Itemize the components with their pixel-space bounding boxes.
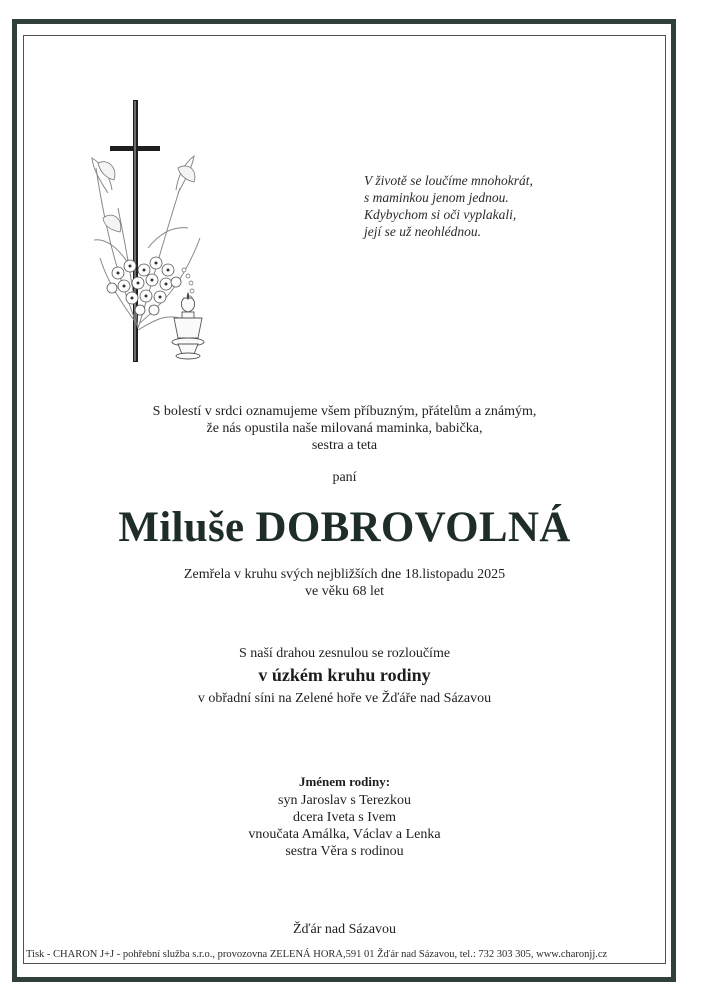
- family-member: vnoučata Amálka, Václav a Lenka: [248, 827, 441, 842]
- verse-line: s maminkou jenom jednou.: [364, 190, 509, 205]
- printer-footer: Tisk - CHARON J+J - pohřební služba s.r.o., provozovna ZELENÁ HORA,591 01 Žďár nad Sázavou, tel.: 732 303 305, www.charonjj.cz: [26, 949, 608, 960]
- farewell-intro: S naší drahou zesnulou se rozloučíme: [238, 646, 451, 661]
- verse-line: její se už neohlédnou.: [364, 224, 481, 239]
- memorial-verse: [364, 172, 604, 240]
- verse-line: Kdybychom si oči vyplakali,: [364, 207, 517, 222]
- family-heading: Jménem rodiny:: [298, 774, 391, 789]
- town: Žďár nad Sázavou: [292, 922, 397, 937]
- family-members: [24, 792, 665, 860]
- family-member: sestra Věra s rodinou: [285, 844, 404, 859]
- death-notice: [24, 566, 665, 600]
- death-line: ve věku 68 let: [305, 584, 384, 599]
- announcement-line: sestra a teta: [311, 438, 378, 453]
- cross-with-lilies-and-candle-icon: [88, 98, 220, 366]
- announcement-line: že nás opustila naše milovaná maminka, babička,: [206, 421, 483, 436]
- death-line: Zemřela v kruhu svých nejbližších dne 18.listopadu 2025: [183, 567, 506, 582]
- family-member: syn Jaroslav s Terezkou: [278, 793, 411, 808]
- announcement-line: S bolestí v srdci oznamujeme všem příbuzným, přátelům a známým,: [152, 404, 537, 419]
- farewell-place: v obřadní síni na Zelené hoře ve Žďáře nad Sázavou: [197, 691, 492, 706]
- deceased-name: Miluše DOBROVOLNÁ: [118, 504, 571, 551]
- farewell-main: v úzkém kruhu rodiny: [258, 665, 431, 685]
- announcement: [24, 403, 665, 454]
- verse-line: V životě se loučíme mnohokrát,: [364, 173, 533, 188]
- family-member: dcera Iveta s Ivem: [293, 810, 396, 825]
- salutation: paní: [332, 470, 357, 485]
